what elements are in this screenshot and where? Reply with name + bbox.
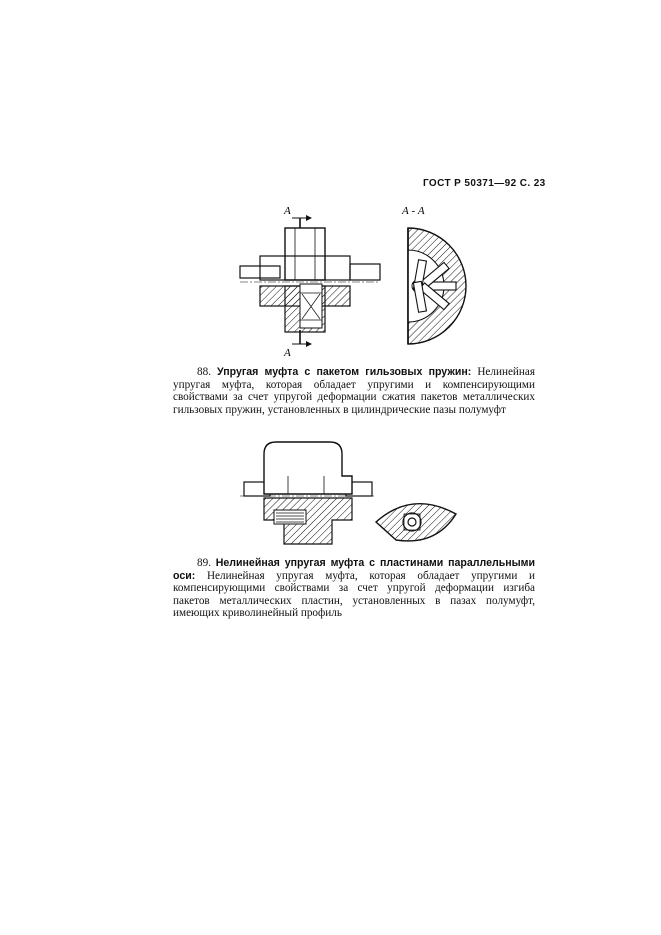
item-88-title: Упругая муфта с пакетом гильзовых пружин: <box>217 366 472 378</box>
cut-label-bottom: А <box>284 347 291 358</box>
cut-label-top: А <box>284 205 291 217</box>
item-88-body: Нелинейная упругая муфта, которая обладает упругими и компенсирующими свойствами за счет упругой деформации сжатия пакетов металлических гильзовых пружин, установленных в цилиндрические пазы полумуфт <box>173 366 535 416</box>
page-header: ГОСТ Р 50371—92 С. 23 <box>423 178 546 189</box>
figure-88-coupling-drawing <box>230 198 490 358</box>
item-89-paragraph <box>173 557 535 620</box>
section-label: А - А <box>402 205 425 217</box>
item-89-title: Нелинейная упругая муфта с пластинами параллельными оси: <box>173 557 536 582</box>
figure-89-coupling-drawing <box>236 436 466 548</box>
item-88-paragraph <box>173 366 535 416</box>
item-89-body: Нелинейная упругая муфта, которая обладает упругими и компенсирующими свойствами за счет упругой деформации изгиба пакетов металлических пластин, установленных в пазах полумуфт, имеющих криволинейный профиль <box>173 569 536 620</box>
item-89-number: 89. <box>197 557 211 569</box>
item-88-number: 88. <box>197 366 211 378</box>
